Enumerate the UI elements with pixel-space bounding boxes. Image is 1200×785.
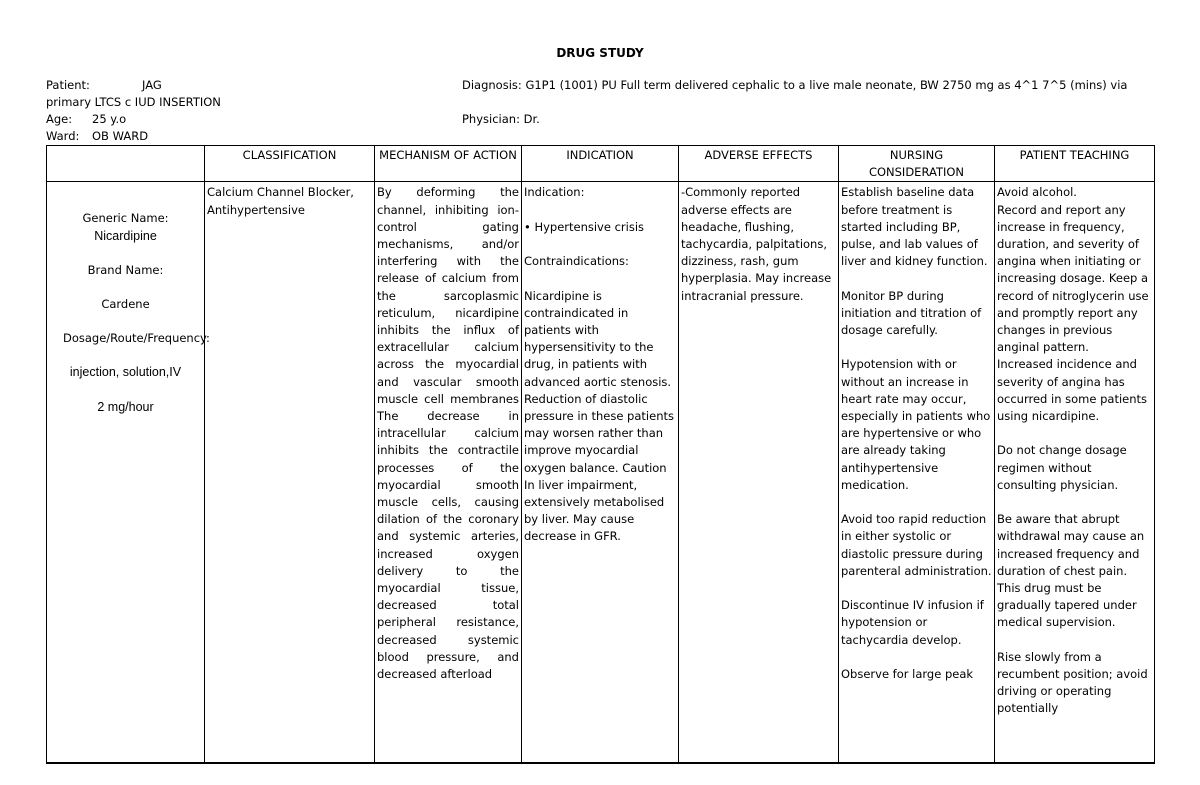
- age-label: Age:: [46, 112, 73, 126]
- column-header-drug: [47, 146, 205, 182]
- nursing-item: Avoid too rapid reduction in either systolic or diastolic pressure during parenteral administration.: [841, 512, 992, 578]
- nursing-item: Establish baseline data before treatment is started including BP, pulse, and lab values of liver and kidney function.: [841, 185, 988, 269]
- adverse-effects-text: -Commonly reported adverse effects are headache, flushing, tachycardia, palpitations, dizziness, rash, gum hyperplasia. May increase intracranial pressure.: [681, 185, 832, 303]
- adverse-effects-cell: [679, 182, 839, 764]
- nursing-item: Hypotension with or without an increase in heart rate may occur, especially in patients who are hypertensive or who are already taking antihypertensive medication.: [841, 357, 991, 492]
- dose-value: 2 mg/hour: [97, 399, 154, 414]
- table-row: [47, 182, 1155, 764]
- generic-name-label: Generic Name:: [82, 211, 169, 226]
- physician-label: Physician:: [462, 112, 520, 126]
- ward-line: [46, 128, 148, 145]
- physician-value: Dr.: [523, 112, 540, 126]
- mechanism-text: By deforming the channel, inhibiting ion-control gating mechanisms, and/or interfering with the release of calcium from the sarcoplasmic reticulum, nicardipine inhibits the influx of extracellular calcium across the myocardial and vascular smooth muscle cell membranes The decrease in intracellular calcium inhibits the contractile processes of the myocardial smooth muscle cells, causing dilation of the coronary and systemic arteries, increased oxygen delivery to the myocardial tissue, decreased total peripheral resistance, decreased systemic blood pressure, and decreased afterload: [377, 185, 519, 682]
- teaching-item: Avoid alcohol.: [997, 185, 1077, 200]
- brand-name-label: Brand Name:: [87, 262, 164, 277]
- page-title: DRUG STUDY: [556, 46, 644, 60]
- classification-text: Calcium Channel Blocker, Antihypertensive: [207, 185, 354, 217]
- mechanism-cell: [375, 182, 522, 764]
- teaching-item: Rise slowly from a recumbent position; avoid driving or operating potentially: [997, 649, 1148, 716]
- age-value: 25 y.o: [92, 112, 127, 126]
- ward-label: Ward:: [46, 129, 80, 143]
- dosage-label: Dosage/Route/Frequency:: [63, 331, 210, 346]
- age-line: [46, 111, 126, 128]
- indication-label: Indication:: [524, 185, 585, 200]
- diagnosis-label: Diagnosis:: [462, 78, 522, 92]
- teaching-item: Record and report any increase in frequency, duration, and severity of angina when initiating or increasing dosage. Keep a record of nitroglycerin use and promptly report any changes in previous anginal pattern.: [997, 202, 1149, 355]
- nursing-item: Observe for large peak: [841, 667, 974, 682]
- indication-cell: [522, 182, 679, 764]
- diagnosis-line: [462, 77, 1127, 94]
- teaching-item: Be aware that abrupt withdrawal may cause an increased frequency and duration of chest pain. This drug must be gradually tapered under medical supervision.: [997, 512, 1145, 630]
- brand-name-value: Cardene: [101, 297, 150, 312]
- patient-line: [46, 77, 162, 94]
- contraindications-label: Contraindications:: [524, 254, 629, 269]
- diagnosis-continued: primary LTCS c IUD INSERTION: [46, 95, 221, 109]
- teaching-item: Do not change dosage regimen without consulting physician.: [997, 443, 1127, 492]
- patient-label: Patient:: [46, 78, 90, 92]
- column-header-classification: CLASSIFICATION: [205, 146, 375, 182]
- teaching-item: Increased incidence and severity of angina has occurred in some patients using nicardipine.: [997, 357, 1148, 424]
- generic-name-value: Nicardipine: [94, 228, 157, 243]
- column-header-mechanism: MECHANISM OF ACTION: [375, 146, 522, 182]
- drug-info-cell: [47, 182, 210, 764]
- nursing-consideration-cell: [839, 182, 995, 764]
- patient-value: JAG: [142, 78, 162, 92]
- nursing-item: Monitor BP during initiation and titration of dosage carefully.: [841, 288, 982, 338]
- column-header-indication: INDICATION: [522, 146, 679, 182]
- classification-cell: [205, 182, 375, 764]
- column-header-adverse-effects: ADVERSE EFFECTS: [679, 146, 839, 182]
- column-header-nursing: NURSING CONSIDERATION: [839, 146, 995, 182]
- diagnosis-value: G1P1 (1001) PU Full term delivered cephalic to a live male neonate, BW 2750 mg as 4^1 7^5 (mins) via: [525, 78, 1128, 92]
- table-header-row: [47, 146, 1155, 182]
- patient-teaching-cell: [995, 182, 1155, 764]
- column-header-teaching: PATIENT TEACHING: [995, 146, 1155, 182]
- drug-study-table: [46, 145, 1155, 764]
- ward-value: OB WARD: [92, 129, 149, 143]
- physician-line: [462, 111, 540, 128]
- indication-item: • Hypertensive crisis: [524, 219, 645, 234]
- contraindications-text: Nicardipine is contraindicated in patients with hypersensitivity to the drug, in patients with advanced aortic stenosis. Reduction of diastolic pressure in these patients may worsen rather than improve myocardial oxygen balance. Caution In liver impairment, extensively metabolised by liver. May cause decrease in GFR.: [524, 288, 674, 544]
- route-value: injection, solution,IV: [69, 365, 182, 380]
- nursing-item: Discontinue IV infusion if hypotension or tachycardia develop.: [841, 598, 984, 647]
